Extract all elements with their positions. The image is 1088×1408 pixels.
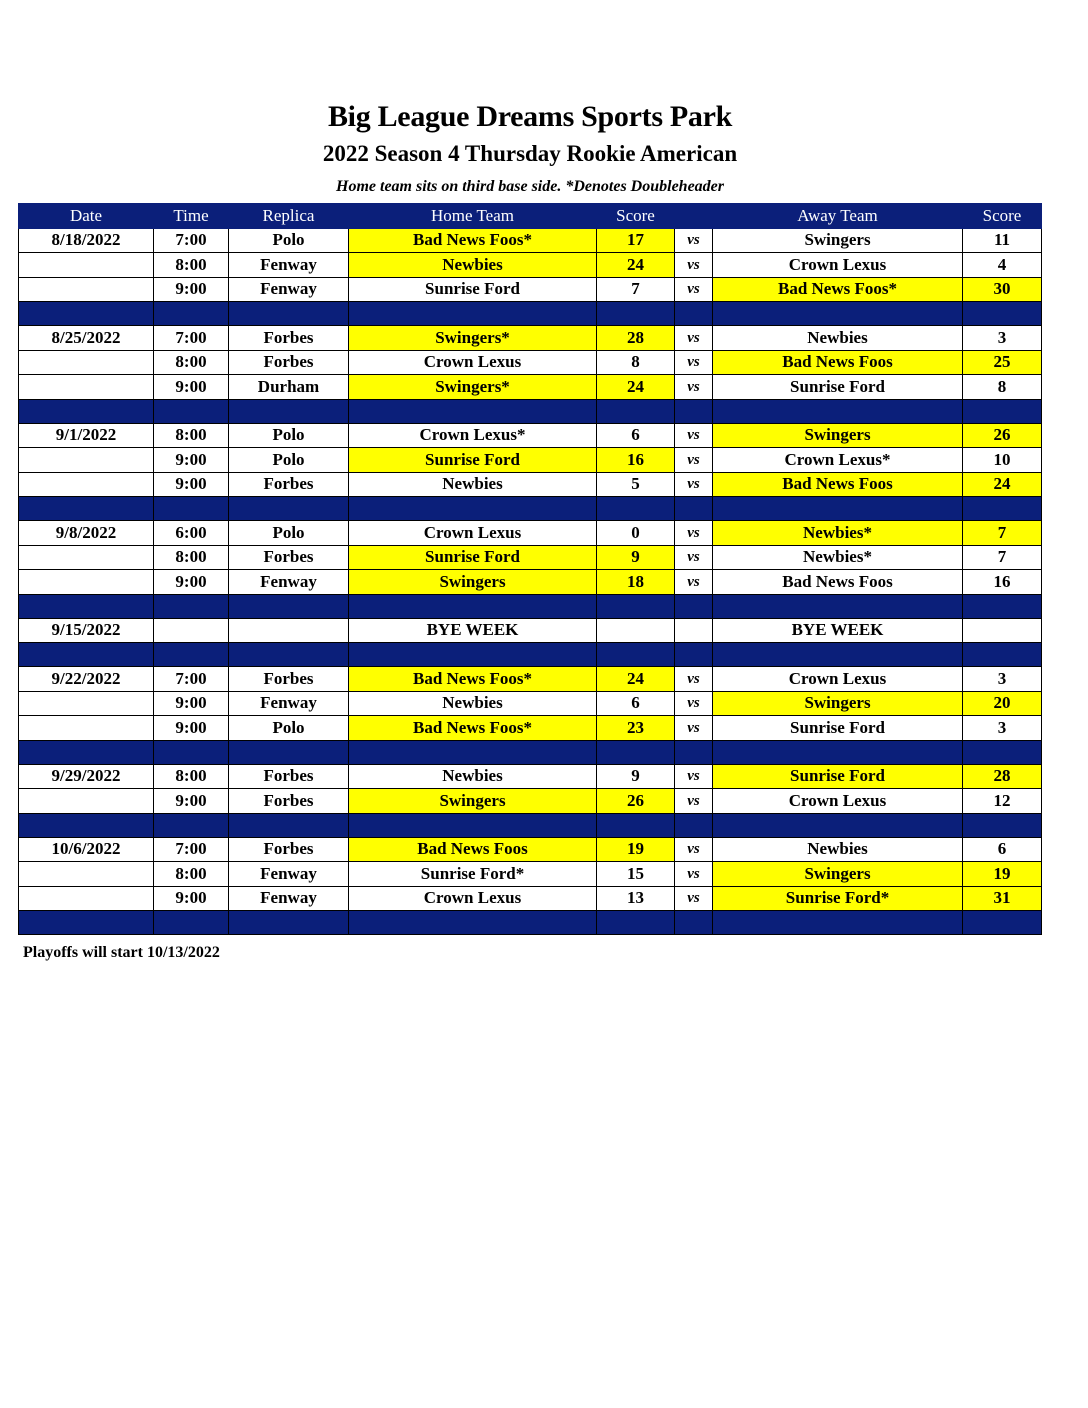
replica-cell: Polo (229, 716, 349, 741)
replica-cell: Fenway (229, 277, 349, 302)
separator-cell (19, 497, 154, 521)
away-team-cell: Sunrise Ford (713, 764, 963, 789)
table-row (19, 667, 1042, 692)
home-score-cell: 6 (597, 691, 675, 716)
away-team-cell: Newbies (713, 837, 963, 862)
separator-row (19, 911, 1042, 935)
vs-cell: vs (675, 716, 713, 741)
date-cell (19, 886, 154, 911)
home-score-cell: 28 (597, 326, 675, 351)
separator-cell (349, 643, 597, 667)
col-header-date: Date (19, 204, 154, 229)
col-header-time: Time (154, 204, 229, 229)
table-row (19, 228, 1042, 253)
time-cell: 8:00 (154, 862, 229, 887)
table-row (19, 277, 1042, 302)
separator-cell (675, 740, 713, 764)
separator-cell (675, 813, 713, 837)
separator-cell (229, 740, 349, 764)
separator-cell (19, 813, 154, 837)
home-team-cell: Sunrise Ford (349, 277, 597, 302)
separator-cell (675, 911, 713, 935)
separator-row (19, 813, 1042, 837)
date-cell (19, 253, 154, 278)
away-score-cell: 7 (963, 521, 1042, 546)
col-header-replica: Replica (229, 204, 349, 229)
separator-cell (19, 740, 154, 764)
home-team-cell: Crown Lexus* (349, 423, 597, 448)
separator-cell (19, 399, 154, 423)
replica-cell: Forbes (229, 350, 349, 375)
table-row (19, 837, 1042, 862)
home-team-cell: Sunrise Ford* (349, 862, 597, 887)
away-score-cell: 28 (963, 764, 1042, 789)
vs-cell: vs (675, 521, 713, 546)
away-team-cell: Newbies* (713, 545, 963, 570)
home-score-cell: 16 (597, 448, 675, 473)
home-team-cell: Swingers (349, 789, 597, 814)
away-team-cell: Newbies* (713, 521, 963, 546)
away-score-cell: 31 (963, 886, 1042, 911)
separator-cell (675, 399, 713, 423)
separator-cell (597, 813, 675, 837)
vs-cell: vs (675, 789, 713, 814)
vs-cell: vs (675, 423, 713, 448)
away-score-cell: 24 (963, 472, 1042, 497)
separator-cell (154, 813, 229, 837)
separator-cell (154, 740, 229, 764)
date-cell (19, 570, 154, 595)
home-score-cell: 13 (597, 886, 675, 911)
time-cell: 7:00 (154, 326, 229, 351)
separator-cell (675, 643, 713, 667)
separator-cell (713, 302, 963, 326)
table-row (19, 545, 1042, 570)
vs-cell: vs (675, 667, 713, 692)
table-row (19, 618, 1042, 643)
time-cell: 7:00 (154, 837, 229, 862)
home-score-cell: 7 (597, 277, 675, 302)
date-cell (19, 716, 154, 741)
separator-cell (229, 399, 349, 423)
home-score-cell: 18 (597, 570, 675, 595)
separator-cell (229, 911, 349, 935)
separator-cell (713, 740, 963, 764)
table-row (19, 326, 1042, 351)
home-team-cell: Bad News Foos* (349, 667, 597, 692)
replica-cell: Polo (229, 228, 349, 253)
away-score-cell: 3 (963, 667, 1042, 692)
time-cell: 8:00 (154, 423, 229, 448)
col-header-away-score: Score (963, 204, 1042, 229)
away-score-cell: 3 (963, 326, 1042, 351)
replica-cell: Forbes (229, 764, 349, 789)
separator-cell (349, 497, 597, 521)
separator-cell (154, 594, 229, 618)
time-cell: 9:00 (154, 691, 229, 716)
replica-cell: Durham (229, 375, 349, 400)
home-score-cell: 0 (597, 521, 675, 546)
time-cell: 8:00 (154, 253, 229, 278)
table-row (19, 253, 1042, 278)
replica-cell: Fenway (229, 691, 349, 716)
separator-cell (597, 399, 675, 423)
replica-cell: Fenway (229, 862, 349, 887)
separator-cell (349, 302, 597, 326)
separator-cell (713, 813, 963, 837)
away-team-cell: Bad News Foos (713, 570, 963, 595)
away-team-cell: Sunrise Ford* (713, 886, 963, 911)
date-cell (19, 862, 154, 887)
time-cell: 9:00 (154, 277, 229, 302)
table-row (19, 375, 1042, 400)
separator-cell (713, 643, 963, 667)
home-team-cell: Bad News Foos* (349, 716, 597, 741)
date-cell (19, 375, 154, 400)
away-score-cell: 25 (963, 350, 1042, 375)
separator-cell (963, 740, 1042, 764)
home-team-cell: Sunrise Ford (349, 448, 597, 473)
time-cell: 7:00 (154, 667, 229, 692)
away-score-cell: 4 (963, 253, 1042, 278)
replica-cell: Fenway (229, 253, 349, 278)
separator-cell (597, 911, 675, 935)
date-cell: 9/22/2022 (19, 667, 154, 692)
table-row (19, 448, 1042, 473)
separator-cell (963, 497, 1042, 521)
time-cell: 6:00 (154, 521, 229, 546)
replica-cell: Polo (229, 448, 349, 473)
home-team-cell: Swingers* (349, 326, 597, 351)
schedule-table (18, 203, 1042, 935)
separator-row (19, 302, 1042, 326)
time-cell: 9:00 (154, 375, 229, 400)
table-row (19, 423, 1042, 448)
separator-cell (597, 594, 675, 618)
home-score-cell: 17 (597, 228, 675, 253)
separator-cell (154, 911, 229, 935)
home-score-cell: 24 (597, 253, 675, 278)
replica-cell: Fenway (229, 570, 349, 595)
home-team-cell: Newbies (349, 472, 597, 497)
away-team-cell: Bad News Foos* (713, 277, 963, 302)
separator-cell (675, 302, 713, 326)
separator-cell (963, 813, 1042, 837)
separator-cell (963, 911, 1042, 935)
vs-cell: vs (675, 277, 713, 302)
away-score-cell: 10 (963, 448, 1042, 473)
separator-cell (675, 594, 713, 618)
date-cell: 10/6/2022 (19, 837, 154, 862)
separator-cell (229, 643, 349, 667)
away-score-cell: 8 (963, 375, 1042, 400)
col-header-vs (675, 204, 713, 229)
vs-cell: vs (675, 545, 713, 570)
date-cell (19, 277, 154, 302)
date-cell (19, 472, 154, 497)
away-score-cell: 6 (963, 837, 1042, 862)
away-team-cell: Crown Lexus (713, 789, 963, 814)
home-score-cell: 15 (597, 862, 675, 887)
home-score-cell: 8 (597, 350, 675, 375)
home-score-cell: 24 (597, 667, 675, 692)
replica-cell: Forbes (229, 472, 349, 497)
away-team-cell: Crown Lexus (713, 667, 963, 692)
home-team-cell: Swingers* (349, 375, 597, 400)
time-cell: 9:00 (154, 448, 229, 473)
vs-cell: vs (675, 691, 713, 716)
home-score-cell: 24 (597, 375, 675, 400)
time-cell: 9:00 (154, 886, 229, 911)
col-header-home-score: Score (597, 204, 675, 229)
date-cell: 8/25/2022 (19, 326, 154, 351)
separator-row (19, 594, 1042, 618)
separator-cell (713, 497, 963, 521)
vs-cell: vs (675, 472, 713, 497)
schedule-note: Home team sits on third base side. *Denotes Doubleheader (336, 178, 724, 195)
home-team-cell: BYE WEEK (349, 618, 597, 643)
separator-cell (19, 911, 154, 935)
home-team-cell: Crown Lexus (349, 886, 597, 911)
date-cell: 9/29/2022 (19, 764, 154, 789)
table-row (19, 350, 1042, 375)
separator-cell (349, 740, 597, 764)
separator-cell (154, 302, 229, 326)
date-cell (19, 350, 154, 375)
vs-cell (675, 618, 713, 643)
vs-cell: vs (675, 570, 713, 595)
vs-cell: vs (675, 886, 713, 911)
date-cell: 9/15/2022 (19, 618, 154, 643)
separator-cell (349, 813, 597, 837)
date-cell: 8/18/2022 (19, 228, 154, 253)
away-score-cell: 7 (963, 545, 1042, 570)
separator-cell (229, 497, 349, 521)
separator-cell (229, 302, 349, 326)
separator-cell (597, 497, 675, 521)
replica-cell: Fenway (229, 886, 349, 911)
separator-cell (349, 399, 597, 423)
home-team-cell: Sunrise Ford (349, 545, 597, 570)
replica-cell: Forbes (229, 545, 349, 570)
replica-cell (229, 618, 349, 643)
home-score-cell: 5 (597, 472, 675, 497)
time-cell: 8:00 (154, 764, 229, 789)
replica-cell: Forbes (229, 326, 349, 351)
table-row (19, 886, 1042, 911)
away-team-cell: Sunrise Ford (713, 716, 963, 741)
away-score-cell: 20 (963, 691, 1042, 716)
away-score-cell: 26 (963, 423, 1042, 448)
home-team-cell: Crown Lexus (349, 521, 597, 546)
home-score-cell: 6 (597, 423, 675, 448)
table-row (19, 691, 1042, 716)
date-cell (19, 448, 154, 473)
home-score-cell: 19 (597, 837, 675, 862)
vs-cell: vs (675, 350, 713, 375)
separator-cell (597, 740, 675, 764)
away-score-cell: 12 (963, 789, 1042, 814)
away-team-cell: Crown Lexus* (713, 448, 963, 473)
time-cell: 9:00 (154, 789, 229, 814)
away-team-cell: Swingers (713, 862, 963, 887)
home-team-cell: Bad News Foos (349, 837, 597, 862)
table-header-row (19, 204, 1042, 229)
away-team-cell: Bad News Foos (713, 472, 963, 497)
table-row (19, 789, 1042, 814)
away-team-cell: Swingers (713, 691, 963, 716)
separator-cell (349, 911, 597, 935)
away-score-cell: 11 (963, 228, 1042, 253)
home-score-cell: 9 (597, 545, 675, 570)
away-team-cell: Swingers (713, 228, 963, 253)
page-subtitle: 2022 Season 4 Thursday Rookie American (322, 141, 738, 166)
separator-cell (229, 594, 349, 618)
separator-cell (713, 399, 963, 423)
vs-cell: vs (675, 837, 713, 862)
home-team-cell: Swingers (349, 570, 597, 595)
home-score-cell: 23 (597, 716, 675, 741)
replica-cell: Polo (229, 521, 349, 546)
table-row (19, 570, 1042, 595)
home-team-cell: Newbies (349, 691, 597, 716)
playoffs-note: Playoffs will start 10/13/2022 (23, 944, 220, 961)
replica-cell: Polo (229, 423, 349, 448)
separator-row (19, 643, 1042, 667)
away-team-cell: Swingers (713, 423, 963, 448)
time-cell: 9:00 (154, 472, 229, 497)
away-score-cell: 19 (963, 862, 1042, 887)
away-team-cell: Bad News Foos (713, 350, 963, 375)
away-score-cell: 30 (963, 277, 1042, 302)
separator-cell (675, 497, 713, 521)
vs-cell: vs (675, 764, 713, 789)
separator-row (19, 740, 1042, 764)
time-cell: 9:00 (154, 570, 229, 595)
vs-cell: vs (675, 228, 713, 253)
home-score-cell: 9 (597, 764, 675, 789)
replica-cell: Forbes (229, 667, 349, 692)
vs-cell: vs (675, 253, 713, 278)
table-row (19, 472, 1042, 497)
separator-cell (963, 643, 1042, 667)
away-team-cell: BYE WEEK (713, 618, 963, 643)
vs-cell: vs (675, 375, 713, 400)
separator-cell (713, 911, 963, 935)
date-cell: 9/8/2022 (19, 521, 154, 546)
away-team-cell: Sunrise Ford (713, 375, 963, 400)
separator-cell (963, 594, 1042, 618)
home-team-cell: Newbies (349, 764, 597, 789)
col-header-home-team: Home Team (349, 204, 597, 229)
date-cell (19, 545, 154, 570)
home-team-cell: Crown Lexus (349, 350, 597, 375)
table-row (19, 521, 1042, 546)
date-cell (19, 691, 154, 716)
time-cell (154, 618, 229, 643)
table-row (19, 862, 1042, 887)
away-team-cell: Crown Lexus (713, 253, 963, 278)
replica-cell: Forbes (229, 837, 349, 862)
table-row (19, 716, 1042, 741)
away-score-cell: 3 (963, 716, 1042, 741)
table-row (19, 764, 1042, 789)
separator-cell (19, 643, 154, 667)
vs-cell: vs (675, 862, 713, 887)
vs-cell: vs (675, 448, 713, 473)
separator-cell (963, 302, 1042, 326)
separator-cell (19, 594, 154, 618)
home-score-cell: 26 (597, 789, 675, 814)
away-score-cell (963, 618, 1042, 643)
separator-cell (19, 302, 154, 326)
separator-cell (597, 643, 675, 667)
separator-cell (713, 594, 963, 618)
home-team-cell: Bad News Foos* (349, 228, 597, 253)
home-team-cell: Newbies (349, 253, 597, 278)
vs-cell: vs (675, 326, 713, 351)
date-cell: 9/1/2022 (19, 423, 154, 448)
date-cell (19, 789, 154, 814)
time-cell: 7:00 (154, 228, 229, 253)
separator-cell (349, 594, 597, 618)
page-title: Big League Dreams Sports Park (327, 100, 733, 133)
separator-cell (154, 399, 229, 423)
away-team-cell: Newbies (713, 326, 963, 351)
separator-row (19, 399, 1042, 423)
separator-cell (597, 302, 675, 326)
away-score-cell: 16 (963, 570, 1042, 595)
separator-cell (154, 497, 229, 521)
separator-row (19, 497, 1042, 521)
col-header-away-team: Away Team (713, 204, 963, 229)
separator-cell (154, 643, 229, 667)
separator-cell (229, 813, 349, 837)
time-cell: 8:00 (154, 350, 229, 375)
time-cell: 9:00 (154, 716, 229, 741)
home-score-cell (597, 618, 675, 643)
replica-cell: Forbes (229, 789, 349, 814)
separator-cell (963, 399, 1042, 423)
time-cell: 8:00 (154, 545, 229, 570)
